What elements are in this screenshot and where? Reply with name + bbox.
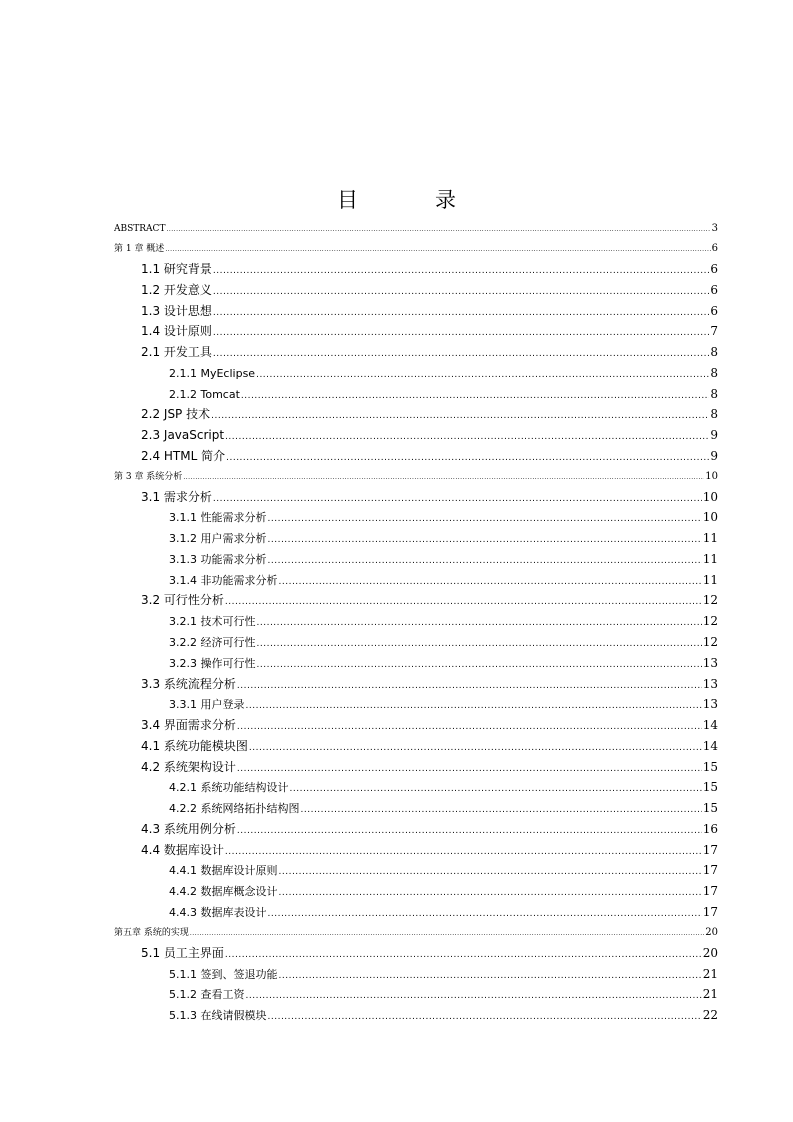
toc-entry-page-number: 21 (702, 987, 718, 1002)
toc-entry[interactable] (114, 446, 718, 467)
toc-entry-page-number: 9 (710, 448, 718, 463)
toc-entry-title: 3.1.1 性能需求分析 (169, 511, 267, 525)
toc-entry[interactable] (114, 860, 718, 881)
dot-leader (183, 468, 704, 487)
toc-entry-title: 第五章 系统的实现 (114, 927, 189, 938)
toc-entry-title: 4.4.2 数据库概念设计 (169, 885, 278, 899)
toc-entry-title: 2.2 JSP 技术 (141, 407, 211, 422)
toc-entry-title: 3.1.4 非功能需求分析 (169, 573, 278, 587)
toc-entry-title: 第 3 章 系统分析 (114, 471, 183, 482)
toc-entry-page-number: 14 (702, 738, 718, 753)
toc-entry-page-number: 12 (702, 593, 718, 608)
dot-leader (225, 427, 709, 446)
toc-entry-page-number: 10 (702, 489, 718, 504)
toc-entry-page-number: 6 (711, 243, 718, 254)
toc-entry-page-number: 6 (710, 262, 718, 276)
toc-entry-page-number: 10 (705, 470, 718, 482)
dot-leader (257, 655, 702, 674)
dot-leader (290, 779, 702, 798)
toc-entry-title: 3.4 界面需求分析 (141, 718, 236, 733)
toc-entry-page-number: 6 (710, 303, 718, 318)
dot-leader (237, 676, 702, 695)
toc-entry-title: 3.2.3 操作可行性 (169, 656, 256, 670)
toc-entry[interactable] (114, 259, 718, 280)
toc-entry-title: 5.1 员工主界面 (141, 945, 224, 960)
dot-leader (226, 448, 709, 467)
toc-entry-page-number: 16 (702, 821, 718, 836)
toc-entry-page-number: 8 (710, 365, 718, 380)
toc-entry[interactable] (114, 840, 718, 861)
toc-entry[interactable] (114, 321, 718, 342)
toc-entry-title: 3.2.1 技术可行性 (169, 615, 256, 629)
toc-entry-page-number: 6 (710, 282, 718, 297)
toc-entry-title: 2.4 HTML 简介 (141, 448, 226, 463)
toc-entry[interactable] (114, 570, 718, 591)
toc-entry-title: 第 1 章 概述 (114, 244, 165, 254)
dot-leader (268, 1007, 702, 1026)
toc-entry-title: 4.2.2 系统网络拓扑结构图 (169, 802, 300, 816)
dot-leader (279, 883, 702, 902)
toc-entry-title: 2.1.2 Tomcat (169, 387, 240, 401)
toc-entry[interactable] (114, 590, 718, 611)
toc-entry-page-number: 12 (702, 614, 718, 629)
dot-leader (237, 821, 702, 840)
dot-leader (246, 696, 702, 715)
toc-entry[interactable] (114, 342, 718, 363)
toc-entry[interactable] (114, 404, 718, 425)
toc-entry-page-number: 12 (702, 635, 718, 650)
toc-entry-title: 1.1 研究背景 (141, 262, 212, 276)
toc-entry-title: 4.4 数据库设计 (141, 842, 224, 857)
toc-entry[interactable] (114, 632, 718, 653)
toc-entry-title: 3.1.3 功能需求分析 (169, 552, 267, 566)
toc-entry[interactable] (114, 694, 718, 715)
toc-entry-title: 1.4 设计原则 (141, 324, 212, 339)
dot-leader (279, 862, 702, 881)
dot-leader (268, 530, 702, 549)
dot-leader (225, 592, 702, 611)
dot-leader (301, 800, 702, 819)
toc-entry-title: 2.3 JavaScript (141, 428, 225, 443)
toc-entry[interactable] (114, 902, 718, 923)
toc-entry[interactable] (114, 528, 718, 549)
toc-entry-title: 3.2 可行性分析 (141, 593, 224, 608)
dot-leader (256, 365, 709, 384)
dot-leader (257, 634, 702, 653)
toc-entry-title: 4.4.3 数据库表设计 (169, 905, 267, 919)
dot-leader (241, 386, 709, 405)
toc-entry[interactable] (114, 280, 718, 301)
dot-leader (165, 240, 710, 259)
dot-leader (268, 509, 702, 528)
toc-entry-page-number: 13 (702, 655, 718, 670)
toc-entry-page-number: 13 (702, 697, 718, 712)
toc-entry-page-number: 8 (710, 386, 718, 401)
toc-entry-page-number: 15 (702, 801, 718, 816)
dot-leader (279, 572, 702, 591)
dot-leader (246, 986, 702, 1005)
toc-entry[interactable] (114, 777, 718, 798)
dot-leader (249, 738, 702, 757)
dot-leader (213, 344, 709, 363)
toc-entry[interactable] (114, 363, 718, 384)
toc-entry-title: 4.4.1 数据库设计原则 (169, 864, 278, 878)
table-of-contents (114, 219, 718, 1026)
toc-entry-page-number: 17 (702, 863, 718, 878)
toc-entry[interactable] (114, 757, 718, 778)
dot-leader (213, 303, 709, 322)
dot-leader (213, 323, 709, 342)
toc-entry-title: 4.2.1 系统功能结构设计 (169, 781, 289, 795)
toc-entry-page-number: 11 (702, 551, 718, 566)
toc-entry[interactable] (114, 219, 718, 239)
toc-entry-page-number: 15 (702, 759, 718, 774)
toc-entry-page-number: 17 (702, 904, 718, 919)
toc-entry-title: 1.2 开发意义 (141, 282, 212, 297)
toc-entry-page-number: 8 (710, 407, 718, 422)
toc-entry[interactable] (114, 384, 718, 405)
toc-entry[interactable] (114, 425, 718, 446)
toc-entry-page-number: 11 (702, 572, 718, 587)
toc-entry[interactable] (114, 653, 718, 674)
toc-entry-page-number: 17 (702, 842, 718, 857)
toc-entry-title: 5.1.1 签到、签退功能 (169, 967, 278, 981)
dot-leader (237, 717, 702, 736)
toc-entry[interactable] (114, 611, 718, 632)
toc-entry-title: 5.1.2 查看工资 (169, 988, 245, 1002)
dot-leader (211, 406, 709, 425)
toc-entry[interactable] (114, 239, 718, 259)
toc-entry-page-number: 17 (702, 884, 718, 899)
toc-entry-title: 3.3 系统流程分析 (141, 676, 236, 691)
dot-leader (237, 759, 702, 778)
toc-entry-title: ABSTRACT (114, 224, 166, 234)
toc-entry-page-number: 3 (711, 223, 718, 234)
toc-entry-page-number: 20 (705, 926, 718, 938)
toc-entry[interactable] (114, 507, 718, 528)
toc-entry-title: 4.1 系统功能模块图 (141, 738, 248, 753)
toc-entry[interactable] (114, 819, 718, 840)
toc-entry[interactable] (114, 674, 718, 695)
toc-entry-page-number: 7 (710, 324, 718, 339)
toc-entry-page-number: 14 (702, 718, 718, 733)
dot-leader (213, 261, 709, 280)
toc-entry-page-number: 22 (702, 1008, 718, 1023)
toc-entry-title: 3.1 需求分析 (141, 489, 212, 504)
toc-entry-title: 2.1.1 MyEclipse (169, 366, 256, 380)
dot-leader (268, 904, 702, 923)
toc-entry[interactable] (114, 923, 718, 943)
dot-leader (213, 489, 702, 508)
toc-entry-page-number: 21 (702, 966, 718, 981)
toc-entry-title: 3.2.2 经济可行性 (169, 636, 256, 650)
toc-entry[interactable] (114, 984, 718, 1005)
dot-leader (279, 966, 702, 985)
toc-entry[interactable] (114, 549, 718, 570)
dot-leader (225, 842, 702, 861)
toc-entry[interactable] (114, 467, 718, 487)
dot-leader (166, 220, 710, 239)
toc-entry-page-number: 11 (702, 531, 718, 546)
dot-leader (190, 924, 704, 943)
toc-entry-title: 2.1 开发工具 (141, 345, 212, 360)
toc-entry[interactable] (114, 487, 718, 508)
toc-entry[interactable] (114, 964, 718, 985)
toc-entry[interactable] (114, 798, 718, 819)
toc-entry-title: 5.1.3 在线请假模块 (169, 1009, 267, 1023)
toc-title: 目 录 (337, 188, 484, 212)
toc-entry[interactable] (114, 736, 718, 757)
toc-entry-page-number: 20 (702, 945, 718, 960)
dot-leader (268, 551, 702, 570)
toc-entry-page-number: 13 (702, 676, 718, 691)
toc-entry-page-number: 8 (710, 345, 718, 360)
toc-entry-page-number: 10 (702, 510, 718, 525)
toc-entry-page-number: 15 (702, 780, 718, 795)
toc-entry[interactable] (114, 301, 718, 322)
toc-entry[interactable] (114, 943, 718, 964)
toc-entry-title: 3.3.1 用户登录 (169, 698, 245, 712)
toc-entry[interactable] (114, 881, 718, 902)
toc-entry-title: 4.2 系统架构设计 (141, 759, 236, 774)
toc-entry-title: 1.3 设计思想 (141, 303, 212, 318)
dot-leader (213, 282, 709, 301)
toc-entry[interactable] (114, 715, 718, 736)
toc-entry-page-number: 9 (710, 428, 718, 443)
toc-entry[interactable] (114, 1005, 718, 1026)
dot-leader (225, 945, 702, 964)
toc-entry-title: 3.1.2 用户需求分析 (169, 532, 267, 546)
dot-leader (257, 613, 702, 632)
toc-entry-title: 4.3 系统用例分析 (141, 821, 236, 836)
